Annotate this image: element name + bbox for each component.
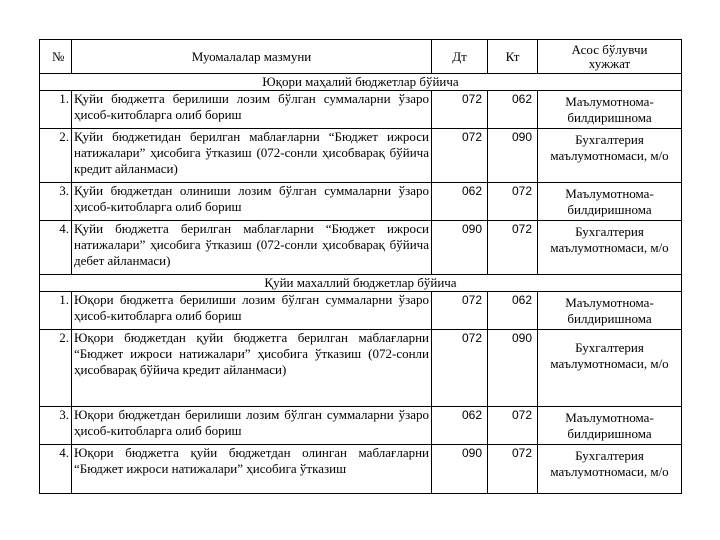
row-credit: 090 — [488, 129, 538, 183]
row-credit: 072 — [488, 445, 538, 494]
header-basis-document: Асос бўлувчи хужжат — [538, 40, 682, 74]
document-page — [39, 39, 681, 494]
row-description: Қуйи бюджетдан олиниши лозим бўлган суммаларни ўзаро ҳисоб-китобларга олиб бориш — [72, 183, 432, 221]
row-description: Қуйи бюджетга берилиши лозим бўлган суммаларни ўзаро ҳисоб-китобларга олиб бориш — [72, 91, 432, 129]
row-debit: 090 — [432, 445, 488, 494]
row-credit: 062 — [488, 91, 538, 129]
row-document: Бухгалтерия маълумотномаси, м/о — [538, 445, 682, 494]
table-row — [40, 129, 682, 183]
row-debit: 090 — [432, 221, 488, 275]
row-number: 3. — [40, 407, 72, 445]
row-description: Юқори бюджетдан қуйи бюджетга берилган маблағларни “Бюджет ижроси натижалари” ҳисобига ўтказиш (072-сонли ҳисобварақ бўйича кредит айланмаси) — [72, 330, 432, 407]
row-document: Маълумотнома-билдиришнома — [538, 91, 682, 129]
section-row — [40, 74, 682, 91]
row-debit: 072 — [432, 129, 488, 183]
row-document: Бухгалтерия маълумотномаси, м/о — [538, 129, 682, 183]
row-description: Юқори бюджетга берилиши лозим бўлган суммаларни ўзаро ҳисоб-китобларга олиб бориш — [72, 292, 432, 330]
section-title: Қуйи махаллий бюджетлар бўйича — [40, 275, 682, 292]
row-document: Маълумотнома-билдиришнома — [538, 407, 682, 445]
table-row — [40, 91, 682, 129]
table-row — [40, 292, 682, 330]
row-number: 3. — [40, 183, 72, 221]
row-debit: 072 — [432, 292, 488, 330]
row-number: 4. — [40, 221, 72, 275]
section-row — [40, 275, 682, 292]
row-description: Қуйи бюджетидан берилган маблағларни “Бюджет ижроси натижалари” ҳисобига ўтказиш (072-сонли ҳисобварақ бўйича кредит айланмаси) — [72, 129, 432, 183]
section-title: Юқори маҳалий бюджетлар бўйича — [40, 74, 682, 91]
row-debit: 062 — [432, 407, 488, 445]
row-debit: 072 — [432, 91, 488, 129]
table-row — [40, 407, 682, 445]
header-credit: Кт — [488, 40, 538, 74]
row-document: Маълумотнома-билдиришнома — [538, 292, 682, 330]
row-credit: 062 — [488, 292, 538, 330]
row-credit: 072 — [488, 183, 538, 221]
table-row — [40, 445, 682, 494]
row-debit: 062 — [432, 183, 488, 221]
header-content: Муомалалар мазмуни — [72, 40, 432, 74]
row-credit: 072 — [488, 407, 538, 445]
row-number: 2. — [40, 129, 72, 183]
row-number: 1. — [40, 91, 72, 129]
row-number: 4. — [40, 445, 72, 494]
transactions-table — [39, 39, 682, 494]
row-credit: 090 — [488, 330, 538, 407]
row-document: Бухгалтерия маълумотномаси, м/о — [538, 330, 682, 407]
row-number: 1. — [40, 292, 72, 330]
header-debit: Дт — [432, 40, 488, 74]
row-description: Юқори бюджетдан берилиши лозим бўлган суммаларни ўзаро ҳисоб-китобларга олиб бориш — [72, 407, 432, 445]
table-row — [40, 330, 682, 407]
table-row — [40, 183, 682, 221]
row-document: Маълумотнома-билдиришнома — [538, 183, 682, 221]
row-document: Бухгалтерия маълумотномаси, м/о — [538, 221, 682, 275]
header-number: № — [40, 40, 72, 74]
row-credit: 072 — [488, 221, 538, 275]
row-number: 2. — [40, 330, 72, 407]
table-row — [40, 221, 682, 275]
row-description: Юқори бюджетга қуйи бюджетдан олинган маблағларни “Бюджет ижроси натижалари” ҳисобига ўтказиш — [72, 445, 432, 494]
row-debit: 072 — [432, 330, 488, 407]
header-row — [40, 40, 682, 74]
row-description: Қуйи бюджетга берилган маблағларни “Бюджет ижроси натижалари” ҳисобига ўтказиш (072-сонли ҳисобварақ бўйича дебет айланмаси) — [72, 221, 432, 275]
